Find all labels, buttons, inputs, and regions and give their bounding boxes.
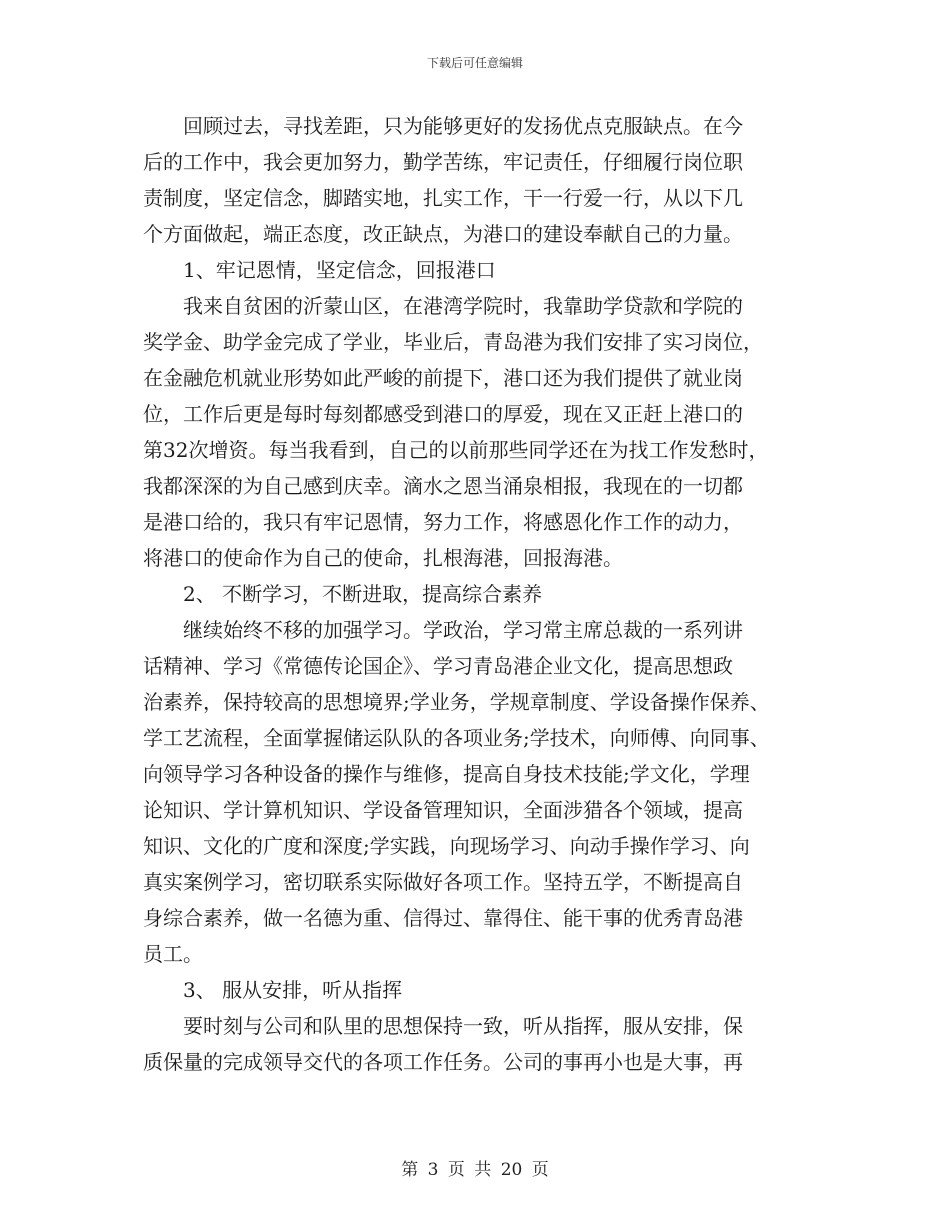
text-line: 是港口给的，我只有牢记恩情，努力工作，将感恩化作工作的动力， bbox=[143, 510, 743, 534]
document-body bbox=[143, 108, 833, 1080]
text-line: 我都深深的为自己感到庆幸。滴水之恩当涌泉相报，我现在的一切都 bbox=[143, 474, 743, 498]
text-line: 要时刻与公司和队里的思想保持一致，听从指挥，服从安排，保 bbox=[143, 1014, 743, 1038]
text-line: 将港口的使命作为自己的使命，扎根海港，回报海港。 bbox=[143, 546, 623, 570]
text-line: 责制度，坚定信念，脚踏实地，扎实工作，干一行爱一行，从以下几 bbox=[143, 186, 743, 210]
section-heading-3: 3、 服从安排，听从指挥 bbox=[143, 978, 403, 1002]
text-line: 质保量的完成领导交代的各项工作任务。公司的事再小也是大事，再 bbox=[143, 1050, 743, 1074]
text-line: 奖学金、助学金完成了学业，毕业后，青岛港为我们安排了实习岗位， bbox=[143, 330, 763, 354]
text-line: 论知识、学计算机知识、学设备管理知识，全面涉猎各个领域，提高 bbox=[143, 798, 743, 822]
text-line: 身综合素养，做一名德为重、信得过、靠得住、能干事的优秀青岛港 bbox=[143, 906, 743, 930]
text-line: 在金融危机就业形势如此严峻的前提下，港口还为我们提供了就业岗 bbox=[143, 366, 743, 390]
text-line: 继续始终不移的加强学习。学政治，学习常主席总裁的一系列讲 bbox=[143, 618, 743, 642]
text-line: 知识、文化的广度和深度;学实践，向现场学习、向动手操作学习、向 bbox=[143, 834, 750, 858]
text-line: 我来自贫困的沂蒙山区，在港湾学院时，我靠助学贷款和学院的 bbox=[143, 294, 743, 318]
text-line: 位，工作后更是每时每刻都感受到港口的厚爱，现在又正赶上港口的 bbox=[143, 402, 743, 426]
text-line: 治素养，保持较高的思想境界;学业务，学规章制度、学设备操作保养、 bbox=[143, 690, 770, 714]
text-line: 个方面做起，端正态度，改正缺点，为港口的建设奉献自己的力量。 bbox=[143, 222, 743, 246]
text-line: 员工。 bbox=[143, 942, 203, 966]
text-line: 后的工作中，我会更加努力，勤学苦练，牢记责任，仔细履行岗位职 bbox=[143, 150, 743, 174]
page-number-footer: 第 3 页 共 20 页 bbox=[401, 1160, 549, 1180]
text-line: 学工艺流程，全面掌握储运队队的各项业务;学技术，向师傅、向同事、 bbox=[143, 726, 770, 750]
section-heading-1: 1、牢记恩情，坚定信念，回报港口 bbox=[143, 258, 496, 282]
section-heading-2: 2、 不断学习，不断进取，提高综合素养 bbox=[143, 582, 543, 606]
page-header: 下载后可任意编辑 bbox=[426, 56, 523, 70]
text-line: 话精神、学习《常德传论国企》、学习青岛港企业文化，提高思想政 bbox=[143, 654, 733, 678]
text-line: 回顾过去，寻找差距，只为能够更好的发扬优点克服缺点。在今 bbox=[143, 114, 743, 138]
text-line: 第32次增资。每当我看到，自己的以前那些同学还在为找工作发愁时， bbox=[143, 438, 769, 462]
text-line: 向领导学习各种设备的操作与维修，提高自身技术技能;学文化，学理 bbox=[143, 762, 750, 786]
text-line: 真实案例学习，密切联系实际做好各项工作。坚持五学，不断提高自 bbox=[143, 870, 743, 894]
